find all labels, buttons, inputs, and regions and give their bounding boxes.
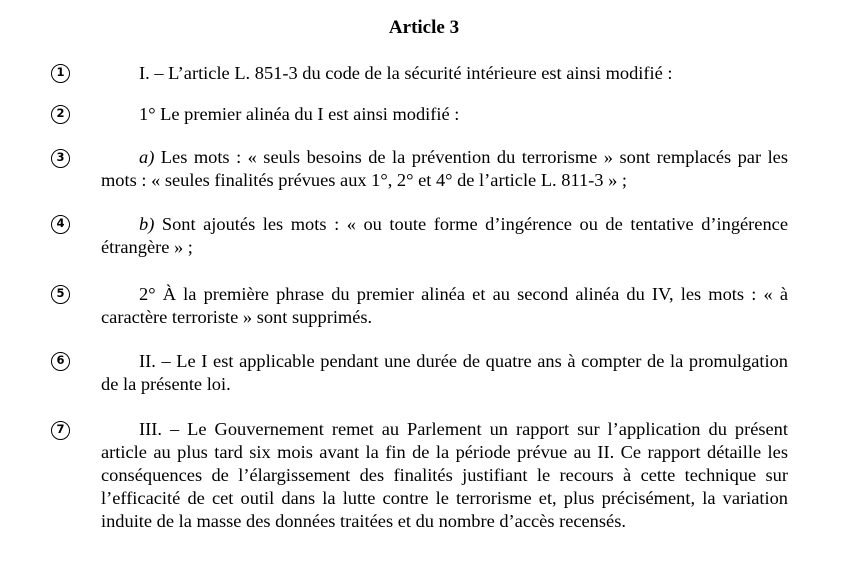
paragraph-text: Les mots : « seuls besoins de la prévention du terrorisme » sont remplacés par les mots : « seules finalités prévues aux 1°, 2° et 4° de l’article L. 811-3 » ; [101,147,788,190]
paragraph-5 [101,283,788,329]
paragraph-number-marker: 7 [51,421,70,440]
paragraph-text: Sont ajoutés les mots : « ou toute forme d’ingérence ou de tentative d’ingérence étrangère » ; [101,214,788,257]
paragraph-1 [101,62,788,85]
paragraph-text: II. – Le I est applicable pendant une durée de quatre ans à compter de la promulgation de la présente loi. [101,351,788,394]
paragraph-number-marker: 3 [51,149,70,168]
paragraph-6 [101,350,788,396]
paragraph-3 [101,146,788,192]
paragraph-text: III. – Le Gouvernement remet au Parlement un rapport sur l’application du présent article au plus tard six mois avant la fin de la période prévue au II. Ce rapport détaille les conséquences de l’élargissement des finalités justifiant le recours à cette technique sur l’efficacité de cet outil dans la lutte contre le terrorisme et, plus précisément, la variation induite de la masse des données traitées et du nombre d’accès recensés. [101,419,788,531]
paragraph-text: I. – L’article L. 851-3 du code de la sécurité intérieure est ainsi modifié : [139,63,673,83]
paragraph-number-marker: 1 [51,64,70,83]
paragraph-4 [101,213,788,259]
paragraph-number-marker: 4 [51,215,70,234]
paragraph-lead: a) [139,147,155,167]
article-title: Article 3 [388,17,460,38]
paragraph-number-marker: 5 [51,285,70,304]
paragraph-2 [101,103,788,126]
paragraph-number-marker: 2 [51,105,70,124]
paragraph-7 [101,418,788,533]
paragraph-text: 2° À la première phrase du premier alinéa et au second alinéa du IV, les mots : « à caractère terroriste » sont supprimés. [101,284,788,327]
paragraph-number-marker: 6 [51,352,70,371]
paragraph-text: 1° Le premier alinéa du I est ainsi modifié : [139,104,460,124]
paragraph-lead: b) [139,214,155,234]
